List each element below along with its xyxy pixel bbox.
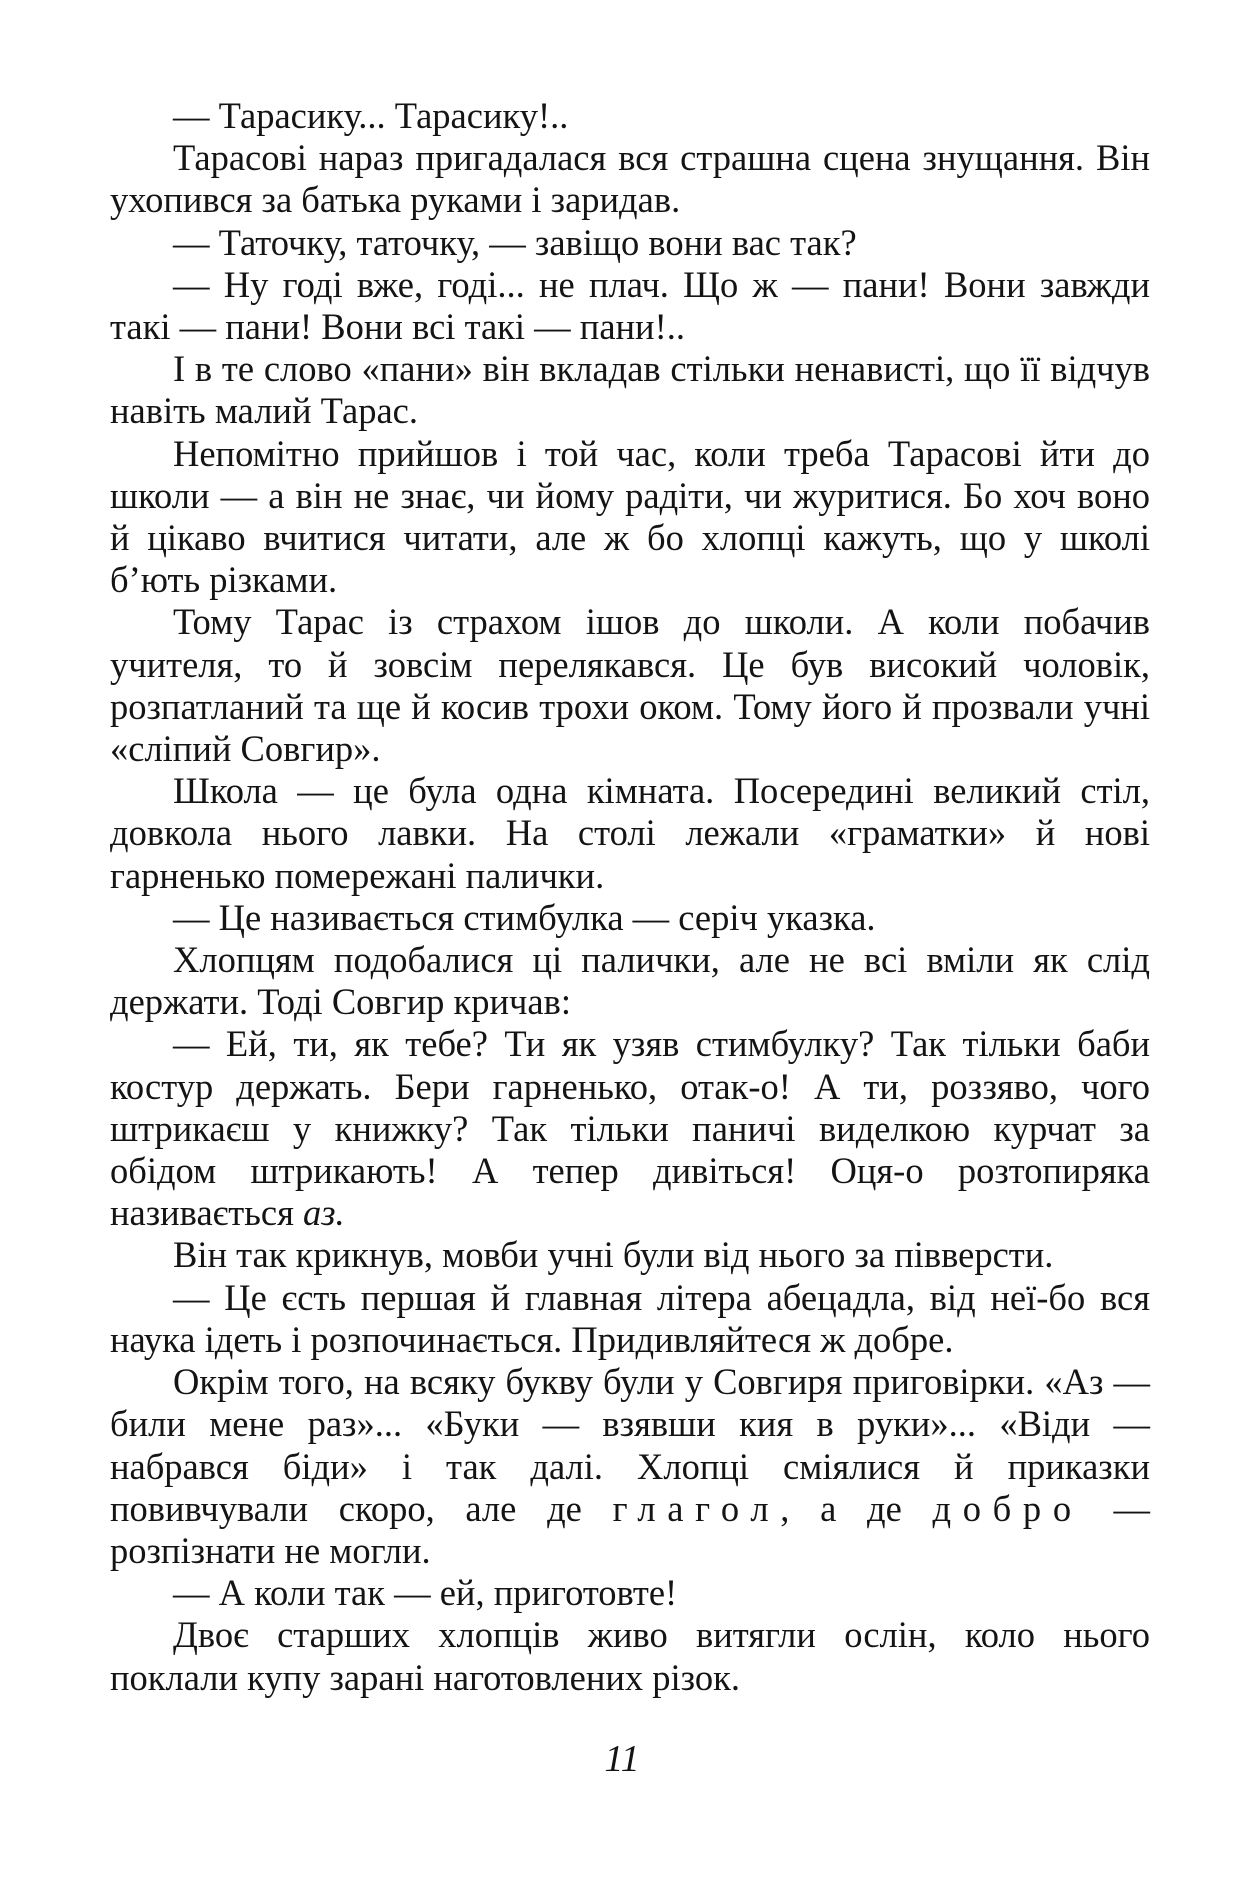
spaced-term: добро xyxy=(932,1487,1083,1529)
paragraph: Школа — це була одна кімната. Посередині великий стіл, довкола нього лавки. На столі лежали «граматки» й нові гарненько помережані палички. xyxy=(110,770,1150,896)
paragraph: — Таточку, таточку, — завіщо вони вас так? xyxy=(173,221,857,263)
paragraph: Непомітно прийшов і той час, коли треба Тарасові йти до школи — а він не знає, чи йому радіти, чи журитися. Бо хоч воно й цікаво вчитися читати, але ж бо хлопці кажуть, що у школі б’ють різками. xyxy=(110,432,1150,601)
paragraph xyxy=(110,1023,1150,1234)
paragraph: Хлопцям подобалися ці палички, але не всі вміли як слід держати. Тоді Совгир кричав: xyxy=(110,939,1150,1023)
paragraph: — Це називається стимбулка — серіч указка. xyxy=(173,896,876,938)
paragraph-text: — розпізнати не могли. xyxy=(110,1487,1150,1571)
paragraph: — Ну годі вже, годі... не плач. Що ж — пани! Вони завжди такі — пани! Вони всі такі — пани!.. xyxy=(110,263,1150,348)
paragraph: Він так крикнув, мовби учні були від нього за півверсти. xyxy=(173,1234,1054,1276)
page-body xyxy=(110,95,1150,1699)
spaced-term: глагол xyxy=(612,1487,781,1529)
paragraph: Тарасові нараз пригадалася вся страшна сцена знущання. Він ухопився за батька руками і заридав. xyxy=(110,137,1150,221)
paragraph: Тому Тарас із страхом ішов до школи. А коли побачив учителя, то й зовсім перелякався. Це був високий чоловік, розпатланий та ще й косив трохи оком. Тому його й прозвали учні «сліпий Совгир». xyxy=(110,601,1150,770)
paragraph xyxy=(110,1361,1150,1572)
paragraph-text: Окрім того, на всяку букву були у Совгиря приговірки. «Аз — били мене раз»... «Буки — взявши кия в руки»... «Віди — набрався біди» і так далі. Хлопці сміялися й приказки повивчували скоро, але де xyxy=(110,1361,1150,1529)
page-number: 11 xyxy=(604,1738,640,1780)
paragraph: — А коли так — ей, приготовте! xyxy=(173,1572,678,1614)
paragraph-text: , а де xyxy=(780,1487,933,1529)
paragraph: Двоє старших хлопців живо витягли ослін, коло нього поклали купу зарані наготовлених різок. xyxy=(110,1614,1150,1698)
paragraph-text: — Ей, ти, як тебе? Ти як узяв стимбулку? Так тільки баби костур держать. Бери гарненько, отак-о! А ти, роззяво, чого штрикаєш у книжку? Так тільки паничі виделкою курчат за обідом штрикають! А тепер дивіться! Оця-о розтопиряка називається xyxy=(110,1023,1150,1234)
paragraph: І в те слово «пани» він вкладав стільки ненависті, що її відчув навіть малий Тарас. xyxy=(110,348,1150,432)
italic-term: аз. xyxy=(303,1192,345,1234)
paragraph: — Це єсть першая й главная літера абецадла, від неї-бо вся наука ідеть і розпочинається. Придивляйтеся ж добре. xyxy=(110,1276,1150,1360)
paragraph: — Тарасику... Тарасику!.. xyxy=(173,95,569,136)
